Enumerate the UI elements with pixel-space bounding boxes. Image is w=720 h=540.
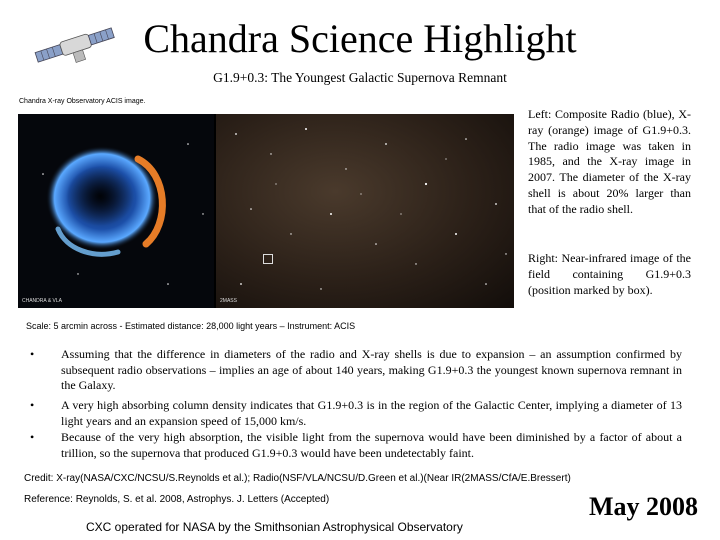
radio-panel-label: CHANDRA & VLA <box>22 298 63 304</box>
page-title: Chandra Science Highlight <box>143 16 577 61</box>
bullet-symbol: • <box>30 347 35 361</box>
publication-date: May 2008 <box>588 492 698 521</box>
supernova-remnant-graphic <box>18 114 214 308</box>
bullet-text: A very high absorbing column density indicates that G1.9+0.3 is in the region of the Galactic Center, implying a diameter of 13 light years and an expansion speed of 15,000 km/s. <box>61 398 682 428</box>
bullet-text: Assuming that the difference in diameters of the radio and X-ray shells is due to expansion – an assumption confirmed by subsequent radio observations – implies an age of about 140 years, making G1.9+0.3 the youngest known supernova remnant in the Galaxy. <box>61 347 682 392</box>
nir-panel-label: 2MASS <box>220 298 237 304</box>
bullet-symbol: • <box>30 398 35 412</box>
image-panel <box>18 114 514 308</box>
reference: Reference: Reynolds, S. et al. 2008, Astrophys. J. Letters (Accepted) <box>24 494 330 505</box>
near-infrared-image <box>216 114 514 308</box>
bullet-symbol: • <box>30 430 35 444</box>
scale-info: Scale: 5 arcmin across - Estimated distance: 28,000 light years – Instrument: ACIS <box>26 321 356 331</box>
right-image-description: Right: Near-infrared image of the field containing G1.9+0.3 (position marked by box). <box>528 251 691 297</box>
image-caption: Chandra X-ray Observatory ACIS image. <box>19 98 146 105</box>
page-subtitle: G1.9+0.3: The Youngest Galactic Supernova Remnant <box>213 70 507 85</box>
image-credit: Credit: X-ray(NASA/CXC/NCSU/S.Reynolds et al.); Radio(NSF/VLA/NCSU/D.Green et al.)(Near IR(2MASS/CfA/E.Bressert) <box>24 473 571 484</box>
radio-xray-composite-image <box>18 114 214 308</box>
bullet-text: Because of the very high absorption, the visible light from the supernova would have been diminished by a factor of about a trillion, so the supernova that produced G1.9+0.3 would have been undetectably faint. <box>61 430 682 460</box>
left-image-description: Left: Composite Radio (blue), X-ray (orange) image of G1.9+0.3. The radio image was taken in 1985, and the X-ray image in 2007. The diameter of the X-ray shell is about 20% larger than that of the radio shell. <box>528 107 691 216</box>
star-field-graphic <box>216 114 514 308</box>
position-marker-box <box>263 254 273 264</box>
operated-by: CXC operated for NASA by the Smithsonian Astrophysical Observatory <box>86 520 463 534</box>
